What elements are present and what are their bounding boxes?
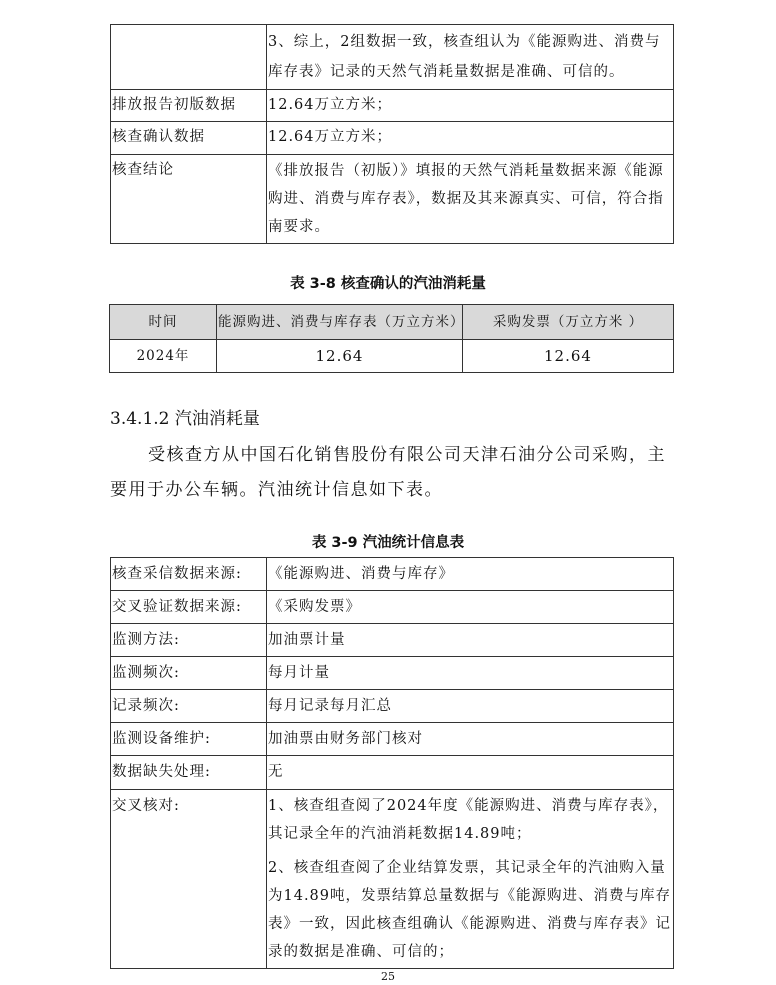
row-value: 12.64万立方米；	[267, 90, 674, 122]
table-row	[111, 690, 674, 723]
table-row	[111, 723, 674, 756]
cross-check-item: 2、核查组查阅了企业结算发票，其记录全年的汽油购入量为14.89吨，发票结算总量数据与《能源购进、消费与库存表》一致，因此核查组确认《能源购进、消费与库存表》记录的数据是准确、可信的；	[268, 860, 672, 960]
table-row	[111, 657, 674, 690]
header-energy-table: 能源购进、消费与库存表（万立方米）	[217, 305, 463, 340]
table-3-9-caption: 表 3-9 汽油统计信息表	[311, 535, 465, 551]
row-label: 交叉验证数据来源:	[111, 591, 267, 624]
cell-energy-value: 12.64	[217, 340, 463, 373]
cell-invoice-value: 12.64	[463, 340, 674, 373]
row-label	[111, 25, 267, 90]
table-header-row	[110, 305, 674, 340]
row-label: 交叉核对:	[111, 790, 267, 969]
gasoline-consumption-table	[109, 304, 674, 373]
section-heading: 3.4.1.2 汽油消耗量	[110, 409, 260, 429]
table-row	[111, 790, 674, 969]
header-time: 时间	[110, 305, 217, 340]
cross-check-cell	[267, 790, 674, 969]
section-paragraph: 受核查方从中国石化销售股份有限公司天津石油分公司采购，主要用于办公车辆。汽油统计信息如下表。	[110, 445, 666, 500]
row-value: 加油票计量	[267, 624, 674, 657]
page-number: 25	[381, 970, 395, 983]
row-value: 《排放报告（初版）》填报的天然气消耗量数据来源《能源购进、消费与库存表》，数据及其来源真实、可信，符合指南要求。	[267, 155, 674, 244]
table-row	[111, 25, 674, 90]
table-3-8-caption: 表 3-8 核查确认的汽油消耗量	[290, 276, 486, 292]
row-value: 每月记录每月汇总	[267, 690, 674, 723]
row-value: 《能源购进、消费与库存》	[267, 558, 674, 591]
row-label: 数据缺失处理:	[111, 756, 267, 790]
table-row	[111, 122, 674, 155]
row-value: 3、综上，2组数据一致，核查组认为《能源购进、消费与库存表》记录的天然气消耗量数据是准确、可信的。	[267, 25, 674, 90]
row-label: 监测设备维护:	[111, 723, 267, 756]
gasoline-statistics-table	[110, 557, 674, 969]
table-row	[111, 591, 674, 624]
row-value: 每月计量	[267, 657, 674, 690]
header-invoice: 采购发票（万立方米 ）	[463, 305, 674, 340]
row-label: 监测频次:	[111, 657, 267, 690]
cell-year: 2024年	[110, 340, 217, 373]
cross-check-item: 1、核查组查阅了2024年度《能源购进、消费与库存表》，其记录全年的汽油消耗数据14.89吨；	[268, 798, 669, 842]
row-label: 排放报告初版数据	[111, 90, 267, 122]
table-row	[111, 756, 674, 790]
row-value: 12.64万立方米；	[267, 122, 674, 155]
row-label: 核查确认数据	[111, 122, 267, 155]
gas-verification-table	[110, 24, 674, 244]
row-label: 核查结论	[111, 155, 267, 244]
row-label: 核查采信数据来源:	[111, 558, 267, 591]
row-label: 监测方法:	[111, 624, 267, 657]
table-row	[111, 90, 674, 122]
row-value: 无	[267, 756, 674, 790]
row-value: 《采购发票》	[267, 591, 674, 624]
row-value: 加油票由财务部门核对	[267, 723, 674, 756]
table-row	[111, 155, 674, 244]
table-row	[110, 340, 674, 373]
table-row	[111, 558, 674, 591]
table-row	[111, 624, 674, 657]
row-label: 记录频次:	[111, 690, 267, 723]
